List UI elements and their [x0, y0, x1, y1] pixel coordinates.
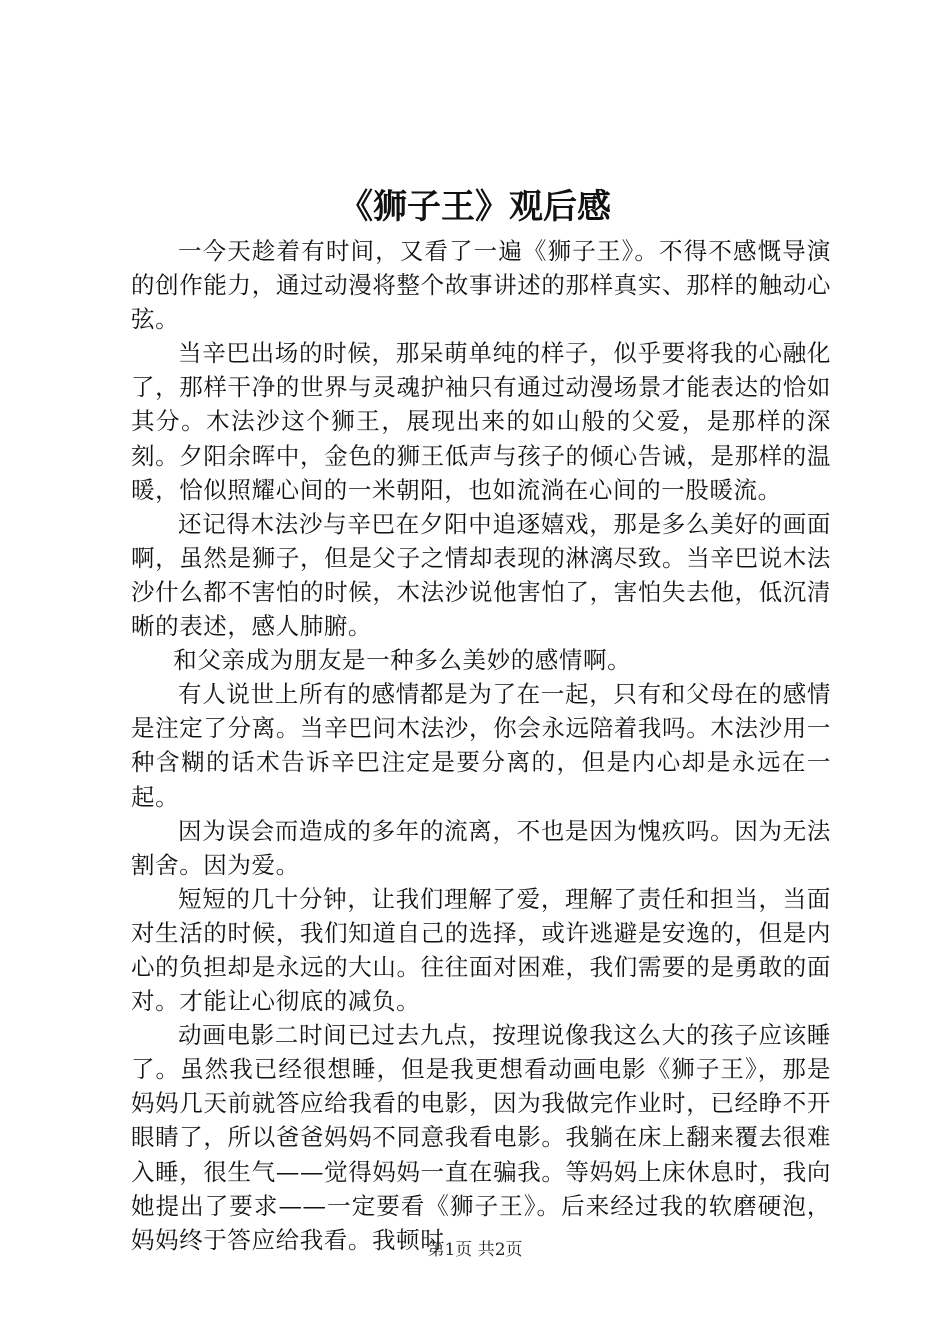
document-title: 《狮子王》观后感 — [339, 187, 611, 227]
paragraph: 还记得木法沙与辛巴在夕阳中追逐嬉戏，那是多么美好的画面啊，虽然是狮子，但是父子之情却表现的淋漓尽致。当辛巴说木法沙什么都不害怕的时候，木法沙说他害怕了，害怕失去他，低沉清晰的表述，感人肺腑。 — [131, 509, 831, 641]
paragraph: 因为误会而造成的多年的流离，不也是因为愧疚吗。因为无法割舍。因为爱。 — [131, 816, 831, 879]
paragraph: 有人说世上所有的感情都是为了在一起，只有和父母在的感情是注定了分离。当辛巴问木法沙，你会永远陪着我吗。木法沙用一种含糊的话术告诉辛巴注定是要分离的，但是内心却是永远在一起。 — [131, 680, 831, 811]
paragraph: 短短的几十分钟，让我们理解了爱，理解了责任和担当，当面对生活的时候，我们知道自己的选择，或许逃避是安逸的，但是内心的负担却是永远的大山。往往面对困难，我们需要的是勇敢的面对。才能让心彻底的减负。 — [131, 884, 831, 1016]
paragraph: 和父亲成为朋友是一种多么美妙的感情啊。 — [173, 646, 632, 675]
page-footer: 第1页 共2页 — [427, 1240, 523, 1260]
document-body — [131, 234, 831, 1257]
paragraph: 当辛巴出场的时候，那呆萌单纯的样子，似乎要将我的心融化了，那样干净的世界与灵魂护袖只有通过动漫场景才能表达的恰如其分。木法沙这个狮王，展现出来的如山般的父爱，是那样的深刻。夕阳余晖中，金色的狮王低声与孩子的倾心告诫，是那样的温暖，恰似照耀心间的一米朝阳，也如流淌在心间的一股暖流。 — [131, 339, 831, 504]
paragraph: 一今天趁着有时间，又看了一遍《狮子王》。不得不感慨导演的创作能力，通过动漫将整个故事讲述的那样真实、那样的触动心弦。 — [131, 237, 831, 334]
paragraph: 动画电影二时间已过去九点，按理说像我这么大的孩子应该睡了。虽然我已经很想睡，但是我更想看动画电影《狮子王》，那是妈妈几天前就答应给我看的电影，因为我做完作业时，已经睁不开眼睛了，所以爸爸妈妈不同意我看电影。我躺在床上翻来覆去很难入睡，很生气——觉得妈妈一直在骗我。等妈妈上床休息时，我向她提出了要求——一定要看《狮子王》。后来经过我的软磨硬泡，妈妈终于答应给我看。我顿时 — [131, 1021, 831, 1254]
